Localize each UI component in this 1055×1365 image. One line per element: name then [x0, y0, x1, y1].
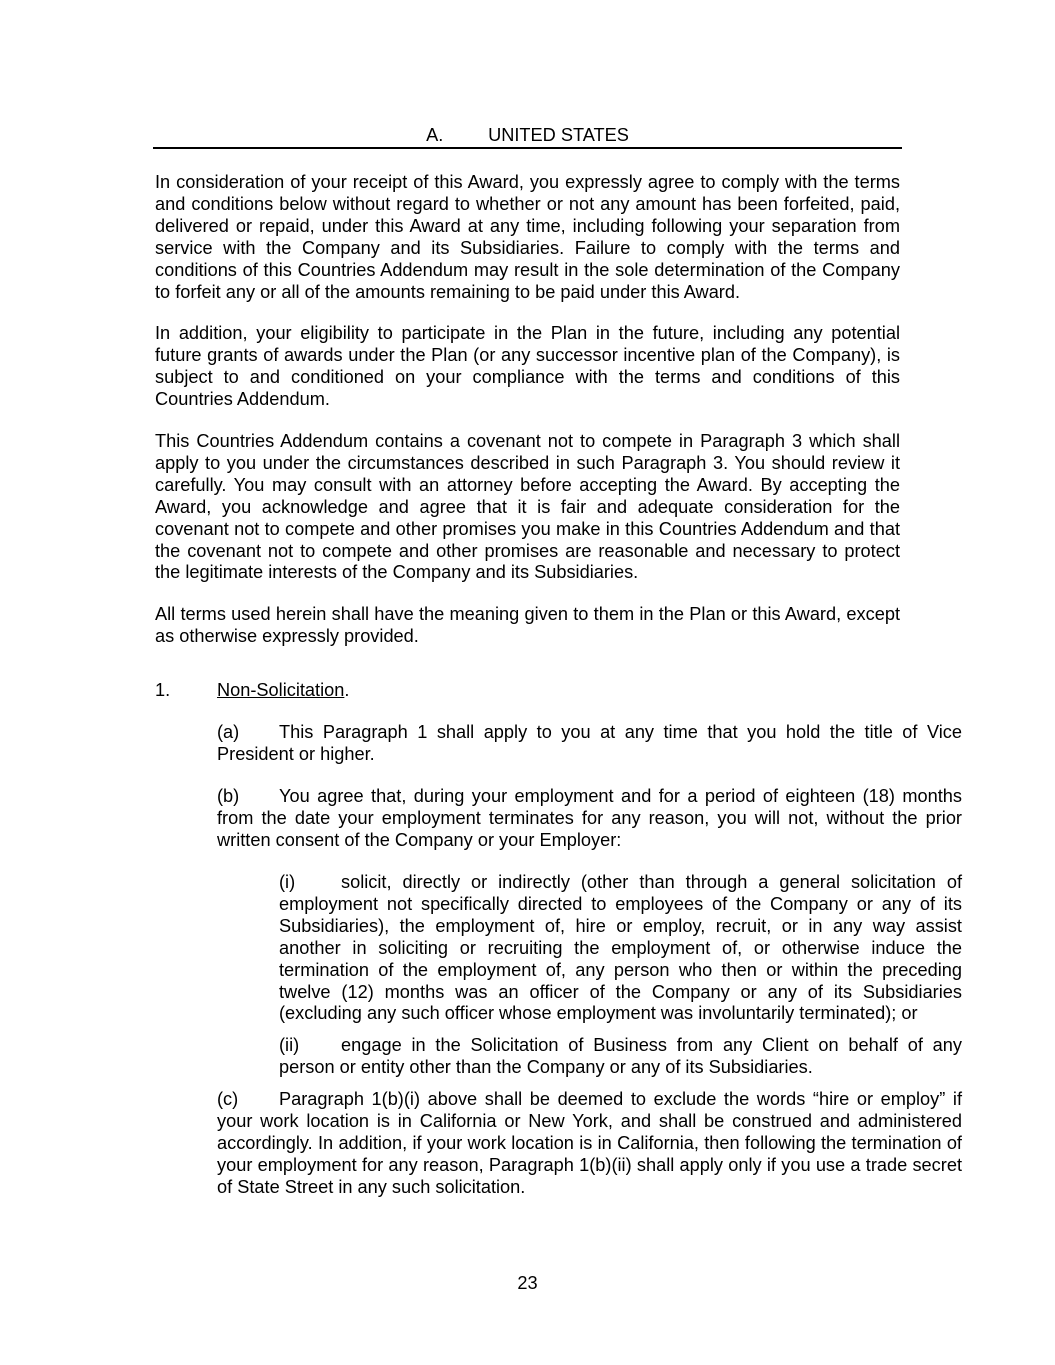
heading-title: UNITED STATES [488, 125, 629, 145]
intro-paragraph-4: All terms used herein shall have the meaning given to them in the Plan or this Award, except as otherwise expressly provided. [155, 604, 900, 646]
paragraph-1b-i-label: (i) [279, 872, 296, 892]
paragraph-1b-text: You agree that, during your employment and for a period of eighteen (18) months from the date your employment terminates for any reason, you will not, without the prior written consent of the Company or your Employer: [217, 786, 962, 850]
paragraph-1b-i-text: solicit, directly or indirectly (other than through a general solicitation of employment not specifically directed to employees of the Company or any of its Subsidiaries), the employment of, hire or employ, recruit, or in any way assist another in soliciting or recruiting the employment of, or otherwise induce the termination of the employment of, any person who then or within the preceding twelve (12) months was an officer of the Company or any of its Subsidiaries (excluding any such officer whose employment was involuntarily terminated); or [279, 872, 962, 1024]
section-1-number: 1. [155, 680, 171, 700]
paragraph-1b-ii-label: (ii) [279, 1035, 300, 1055]
paragraph-1a [155, 722, 962, 766]
section-1-title: Non-Solicitation [217, 680, 345, 700]
paragraph-1b-ii [217, 1035, 962, 1079]
paragraph-1a-text: This Paragraph 1 shall apply to you at any time that you hold the title of Vice President or higher. [217, 722, 962, 764]
paragraph-1b-label: (b) [217, 786, 240, 806]
intro-paragraph-2: In addition, your eligibility to participate in the Plan in the future, including any potential future grants of awards under the Plan (or any successor incentive plan of the Company), is subject to and conditioned on your compliance with the terms and conditions of this Countries Addendum. [155, 323, 900, 409]
heading-number: A. [426, 125, 444, 145]
section-heading [153, 124, 902, 149]
paragraph-1c-label: (c) [217, 1089, 239, 1109]
paragraph-1c [155, 1089, 962, 1199]
paragraph-1b-ii-text: engage in the Solicitation of Business from any Client on behalf of any person or entity other than the Company or any of its Subsidiaries. [279, 1035, 962, 1077]
section-1-title-suffix: . [344, 680, 350, 700]
section-1-heading [155, 680, 900, 702]
intro-paragraph-3: This Countries Addendum contains a covenant not to compete in Paragraph 3 which shall apply to you under the circumstances described in such Paragraph 3. You should review it carefully. You may consult with an attorney before accepting the Award. By accepting the Award, you acknowledge and agree that it is fair and adequate consideration for the covenant not to compete and other promises you make in this Countries Addendum and that the covenant not to compete and other promises are reasonable and necessary to protect the legitimate interests of the Company and its Subsidiaries. [155, 431, 900, 583]
paragraph-1c-text: Paragraph 1(b)(i) above shall be deemed to exclude the words “hire or employ” if your work location is in California or New York, and shall be construed and administered accordingly. In addition, if your work location is in California, then following the termination of your employment for any reason, Paragraph 1(b)(ii) shall apply only if you use a trade secret of State Street in any such solicitation. [217, 1089, 962, 1197]
paragraph-1a-label: (a) [217, 722, 240, 742]
paragraph-1b [155, 786, 962, 852]
intro-paragraph-1: In consideration of your receipt of this Award, you expressly agree to comply with the terms and conditions below without regard to whether or not any amount has been forfeited, paid, delivered or repaid, under this Award at any time, including following your separation from service with the Company and its Subsidiaries. Failure to comply with the terms and conditions of this Countries Addendum may result in the sole determination of the Company to forfeit any or all of the amounts remaining to be paid under this Award. [155, 172, 900, 302]
page-number: 23 [517, 1273, 538, 1293]
paragraph-1b-i [217, 872, 962, 1025]
